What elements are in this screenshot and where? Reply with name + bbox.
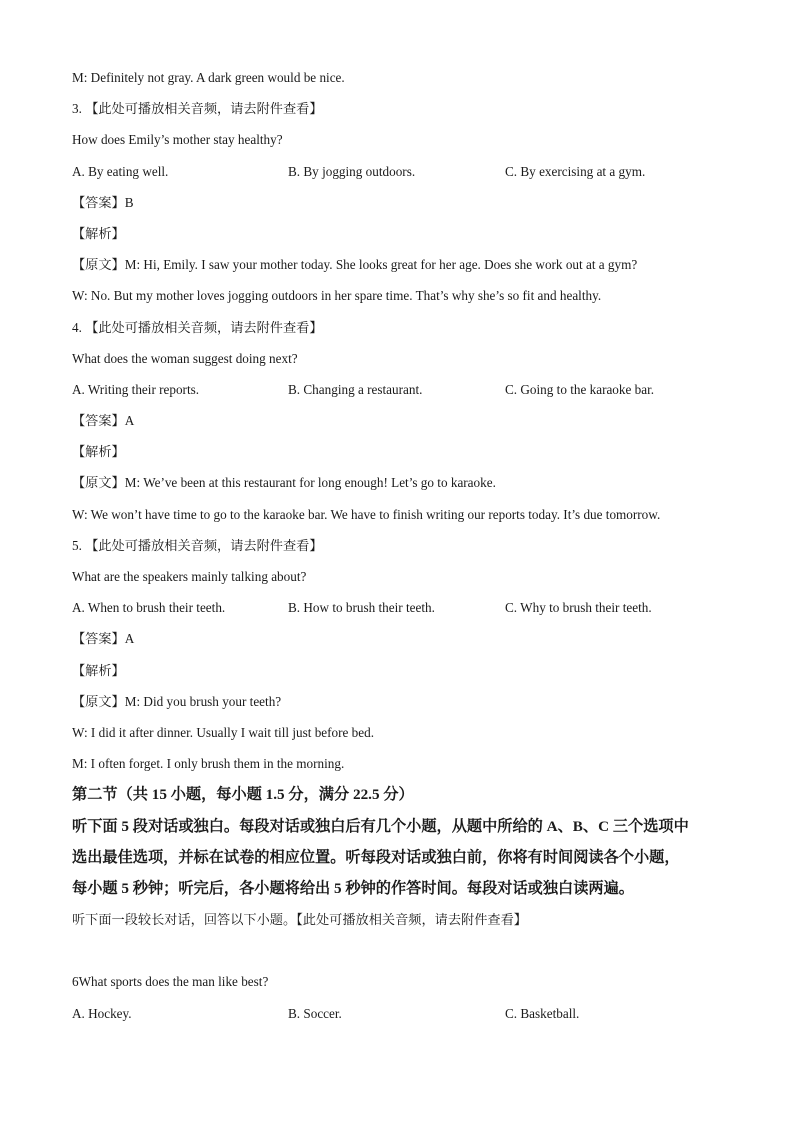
section-2-instructions-3: 每小题 5 秒钟；听完后，各小题将给出 5 秒钟的作答时间。每段对话或独白读两遍。 — [72, 879, 634, 897]
option-c: C. Basketball. — [505, 1005, 580, 1021]
option-b: B. By jogging outdoors. — [288, 163, 416, 179]
question-5-analysis: 【解析】 — [72, 662, 125, 678]
question-4-answer: 【答案】A — [72, 413, 135, 429]
option-c: C. Why to brush their teeth. — [505, 600, 652, 616]
option-c: C. By exercising at a gym. — [505, 163, 646, 179]
question-3-transcript-1: 【原文】M: Hi, Emily. I saw your mother today. She looks great for her age. Does she work out at a gym? — [72, 257, 638, 273]
question-3-answer: 【答案】B — [72, 194, 134, 210]
question-5-answer: 【答案】A — [72, 631, 135, 647]
option-b: B. Soccer. — [288, 1005, 342, 1021]
section-2-title: 第二节（共 15 小题，每小题 1.5 分，满分 22.5 分） — [72, 786, 414, 804]
question-4-options — [72, 374, 732, 405]
dialogue-line: M: Definitely not gray. A dark green would be nice. — [72, 70, 345, 85]
question-6-text: 6What sports does the man like best? — [72, 974, 269, 990]
question-4-analysis: 【解析】 — [72, 444, 125, 460]
question-4-header: 4. 【此处可播放相关音频，请去附件查看】 — [72, 319, 323, 335]
option-b: B. Changing a restaurant. — [288, 381, 423, 397]
section-2-instructions-2: 选出最佳选项，并标在试卷的相应位置。听每段对话或独白前，你将有时间阅读各个小题， — [72, 848, 680, 866]
question-5-text: What are the speakers mainly talking about? — [72, 569, 307, 584]
question-5-transcript-1: 【原文】M: Did you brush your teeth? — [72, 693, 282, 709]
option-a: A. By eating well. — [72, 163, 169, 179]
question-3-options — [72, 156, 732, 187]
question-3-text: How does Emily’s mother stay healthy? — [72, 132, 283, 148]
option-c: C. Going to the karaoke bar. — [505, 381, 655, 397]
blank-spacer — [72, 935, 732, 966]
question-4-text: What does the woman suggest doing next? — [72, 350, 298, 366]
question-3-header: 3. 【此处可播放相关音频，请去附件查看】 — [72, 101, 323, 117]
question-5-transcript-3: M: I often forget. I only brush them in the morning. — [72, 756, 345, 772]
question-4-transcript-2: W: We won’t have time to go to the karaoke bar. We have to finish writing our reports today. It’s due tomorrow. — [72, 506, 661, 522]
option-a: A. Hockey. — [72, 1005, 132, 1021]
question-6-options — [72, 998, 732, 1029]
question-3-analysis: 【解析】 — [72, 225, 125, 241]
question-3-transcript-2: W: No. But my mother loves jogging outdoors in her spare time. That’s why she’s so fit and healthy. — [72, 288, 602, 304]
option-a: A. When to brush their teeth. — [72, 600, 226, 616]
question-4-transcript-1: 【原文】M: We’ve been at this restaurant for long enough! Let’s go to karaoke. — [72, 475, 496, 491]
option-a: A. Writing their reports. — [72, 381, 200, 397]
question-5-transcript-2: W: I did it after dinner. Usually I wait till just before bed. — [72, 724, 375, 740]
question-5-options — [72, 592, 732, 623]
option-b: B. How to brush their teeth. — [288, 600, 435, 616]
section-2-instructions-1: 听下面 5 段对话或独白。每段对话或独白后有几个小题，从题中所给的 A、B、C 三个选项中 — [72, 817, 689, 835]
document-page — [72, 62, 732, 1029]
section-2-listen-prompt: 听下面一段较长对话，回答以下小题。【此处可播放相关音频，请去附件查看】 — [72, 912, 527, 928]
question-5-header: 5. 【此处可播放相关音频，请去附件查看】 — [72, 537, 323, 553]
